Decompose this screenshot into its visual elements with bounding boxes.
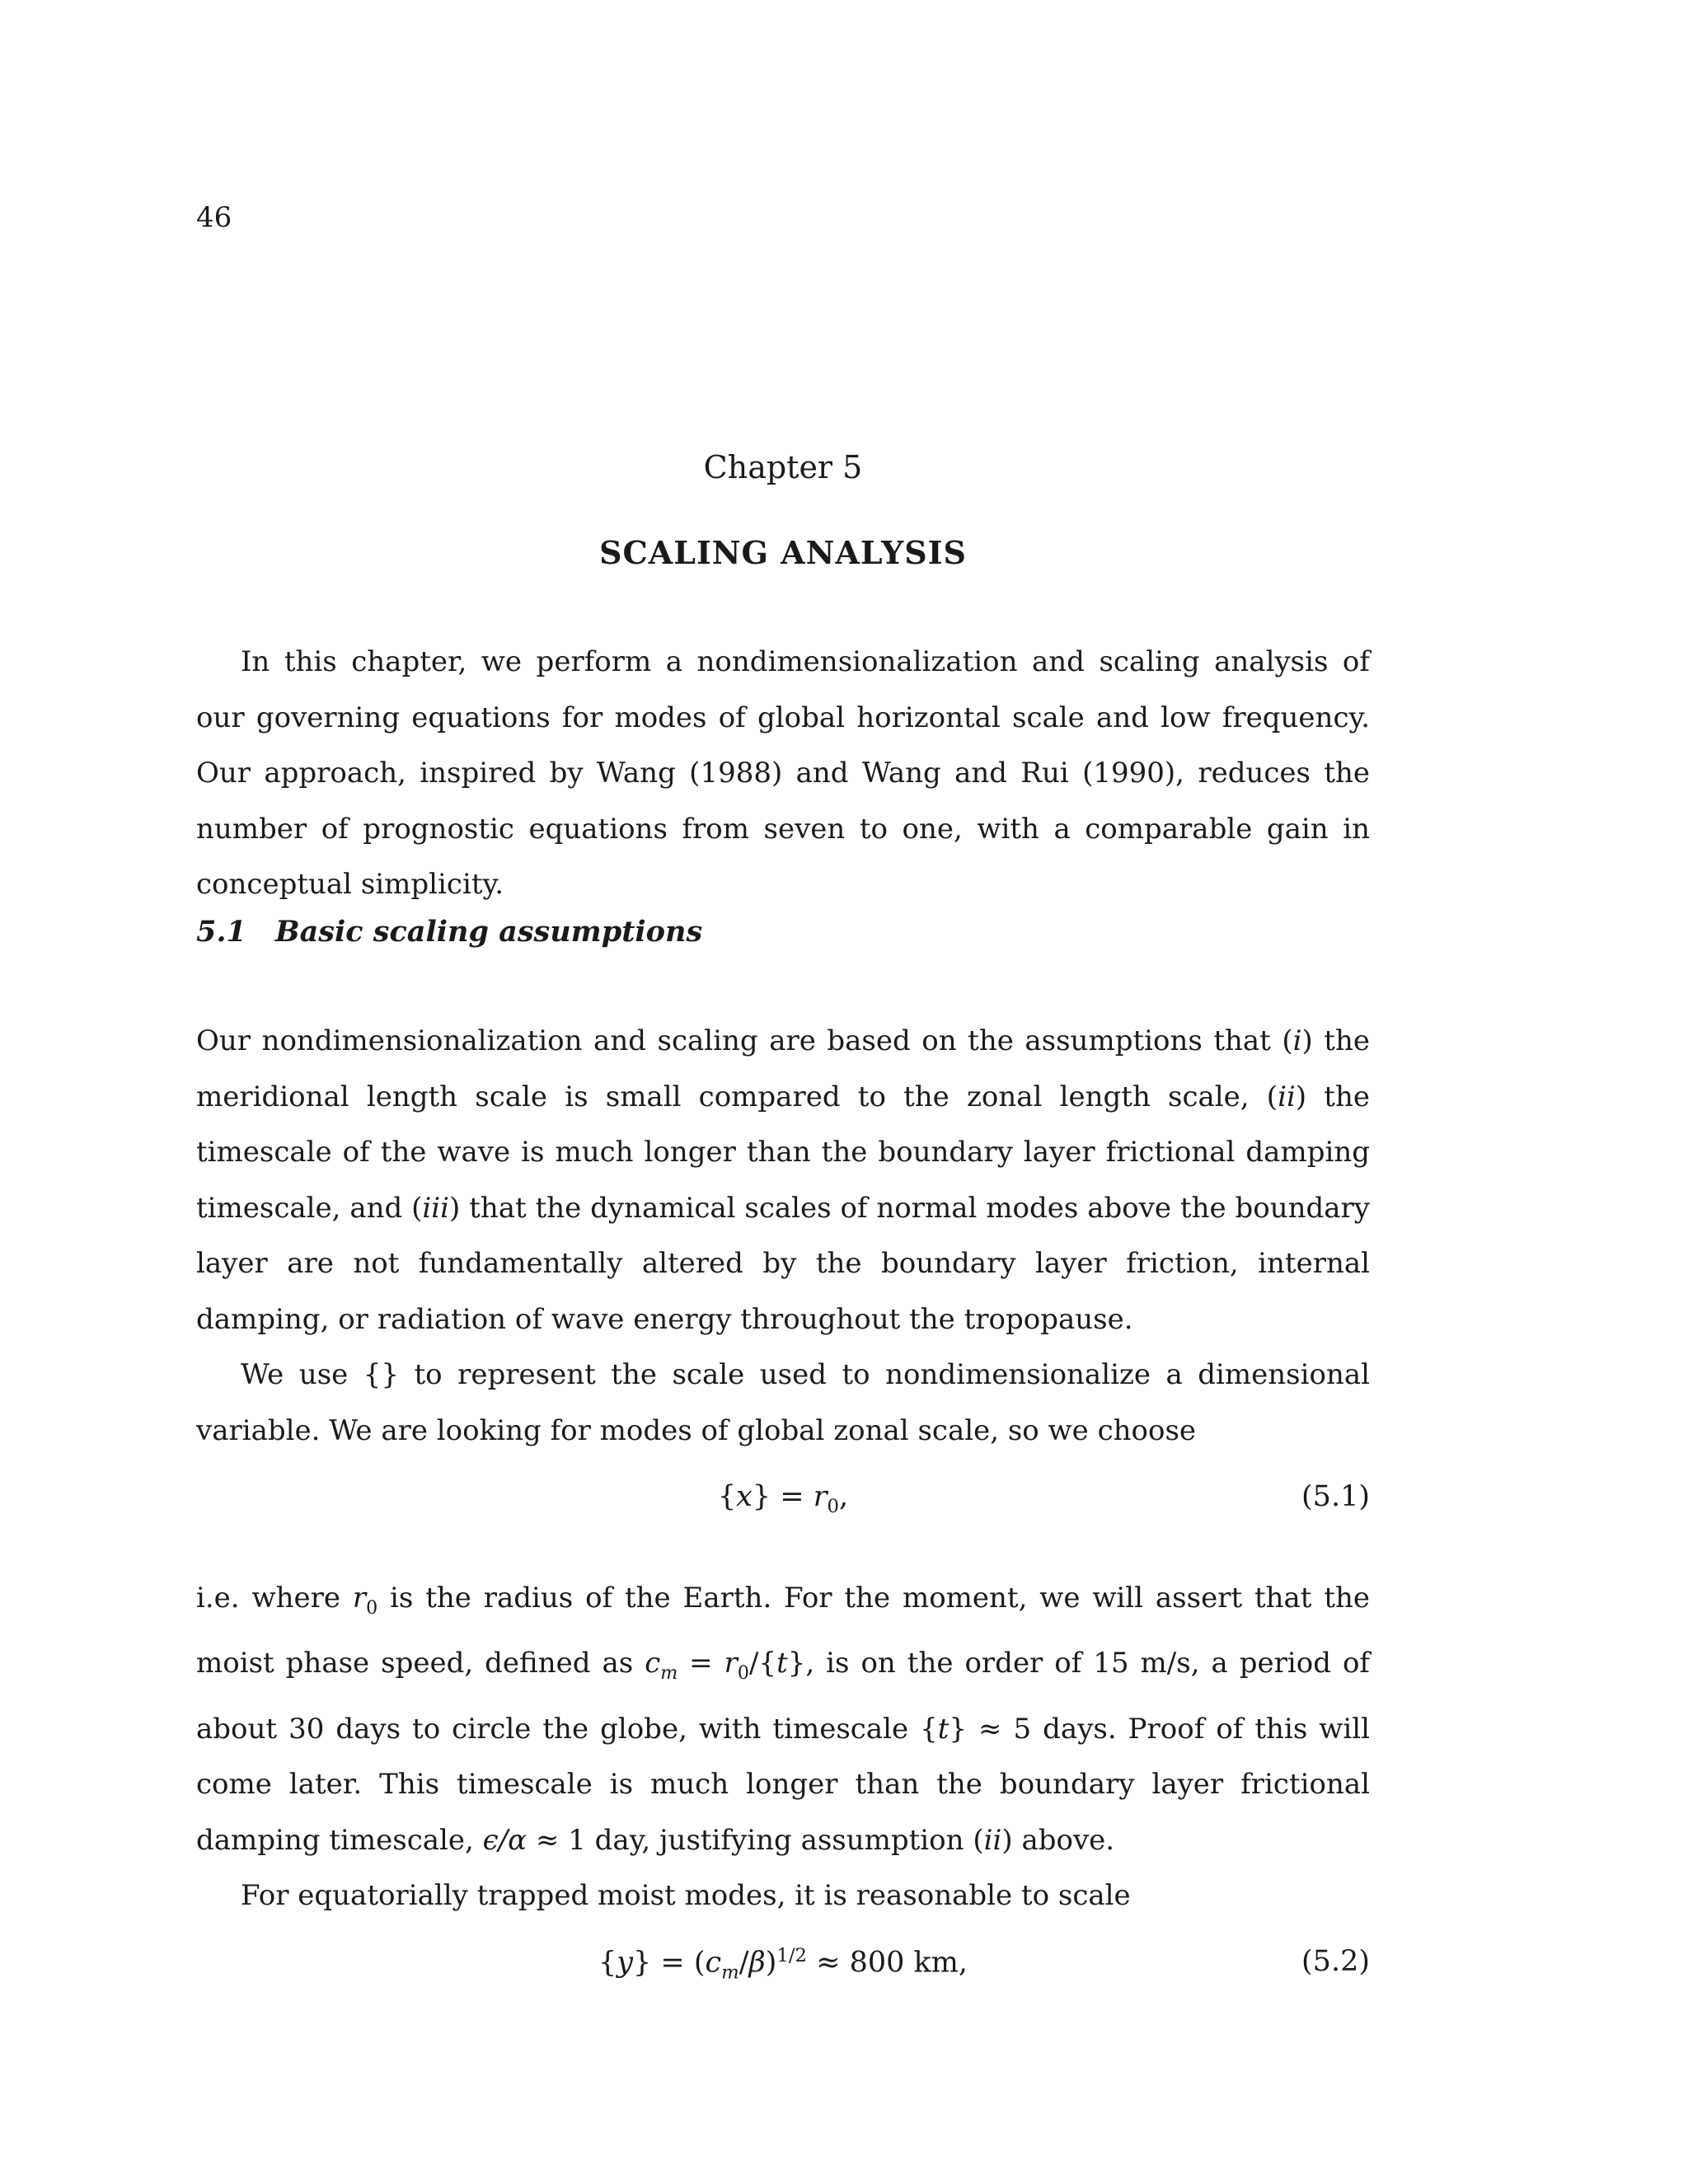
math-ratio: ϵ/α [482, 1823, 528, 1857]
text-run: is the radius of the Earth. For the moment, we will assert that the moist phase speed, defined as [196, 1582, 1370, 1680]
eq-var-c: c [705, 1946, 722, 1980]
section-title: Basic scaling assumptions [275, 915, 703, 949]
eq-var-y: y [617, 1946, 634, 1980]
math-subscript: 0 [366, 1596, 378, 1619]
math-t: t [937, 1712, 950, 1746]
eq-text: { [598, 1946, 617, 1980]
text-run: ) above. [1001, 1823, 1115, 1857]
math-ii: ii [1278, 1080, 1296, 1113]
eq-subscript: 0 [827, 1496, 839, 1517]
assumptions-block [196, 1014, 1370, 1459]
text-run: ) that the dynamical scales of normal modes above the boundary layer are not fundamentally altered by the boundary layer friction, internal damping, or radiation of wave energy throughout the tropopause. [196, 1191, 1370, 1336]
eq-text: } = ( [633, 1946, 706, 1980]
section-heading [196, 915, 702, 949]
chapter-title: SCALING ANALYSIS [599, 534, 967, 571]
assumptions-paragraph [196, 1014, 1370, 1347]
equation-5-2 [196, 1945, 1370, 1994]
eq-text: ≈ 800 km, [807, 1946, 968, 1980]
text-run: i.e. where [196, 1582, 353, 1615]
text-run: /{ [748, 1647, 777, 1680]
eq-var-x: x [736, 1480, 753, 1513]
eq-text: / [738, 1946, 749, 1980]
math-r: r [724, 1647, 738, 1680]
eq-subscript: m [721, 1961, 739, 1984]
equation-number: (5.1) [1301, 1480, 1370, 1513]
intro-text: In this chapter, we perform a nondimensionalization and scaling analysis of our governing equations for modes of global horizontal scale and low frequency. Our approach, inspired by Wang (1988) and Wang and Rui (1990), reduces the number of prognostic equations from seven to one, with a comparable gain in conceptual simplicity. [196, 645, 1370, 901]
text-run: } ≈ 5 days. Proof of this will come later. This timescale is much longer than the boundary layer frictional damping timescale, [196, 1712, 1370, 1857]
eq-text: } = [752, 1480, 814, 1513]
radius-block [196, 1571, 1370, 1924]
equation-5-1 [196, 1480, 1370, 1530]
text-run: Our nondimensionalization and scaling are based on the assumptions that ( [196, 1024, 1293, 1057]
equation-body [196, 1480, 1370, 1517]
radius-paragraph [196, 1571, 1370, 1868]
eq-text: { [717, 1480, 737, 1513]
eq-var-beta: β [748, 1946, 766, 1980]
eq-exponent: 1/2 [776, 1945, 808, 1966]
math-subscript: 0 [737, 1662, 749, 1685]
text-run: ) the meridional length scale is small compared to the zonal length scale, ( [196, 1024, 1370, 1113]
eq-var-r: r [813, 1480, 828, 1513]
text-run: = [678, 1647, 724, 1680]
text-run: ≈ 1 day, justifying assumption ( [527, 1823, 984, 1857]
text-run: ) the timescale of the wave is much longer than the boundary layer frictional damping timescale, and ( [196, 1080, 1370, 1225]
math-i: i [1292, 1024, 1302, 1057]
equation-body [196, 1945, 1370, 1984]
chapter-label: Chapter 5 [703, 449, 863, 485]
eq-text: ) [765, 1946, 777, 1980]
eq-text: , [838, 1480, 849, 1513]
equatorial-paragraph: For equatorially trapped moist modes, it is reasonable to scale [241, 1879, 1131, 1913]
math-subscript: m [660, 1662, 678, 1685]
scale-notation-paragraph: We use {} to represent the scale used to nondimensionalize a dimensional variable. We are looking for modes of global zonal scale, so we choose [196, 1358, 1370, 1447]
intro-paragraph [196, 635, 1370, 913]
equation-number: (5.2) [1301, 1945, 1370, 1978]
math-r: r [352, 1582, 367, 1615]
math-iii: iii [422, 1191, 450, 1225]
section-number: 5.1 [196, 915, 246, 949]
math-t: t [776, 1647, 788, 1680]
page-number: 46 [196, 201, 232, 234]
math-ii: ii [983, 1823, 1002, 1857]
text-run: }, is on the order of 15 m/s, a period of about 30 days to circle the globe, with timescale { [196, 1647, 1371, 1746]
math-c: c [645, 1647, 661, 1680]
